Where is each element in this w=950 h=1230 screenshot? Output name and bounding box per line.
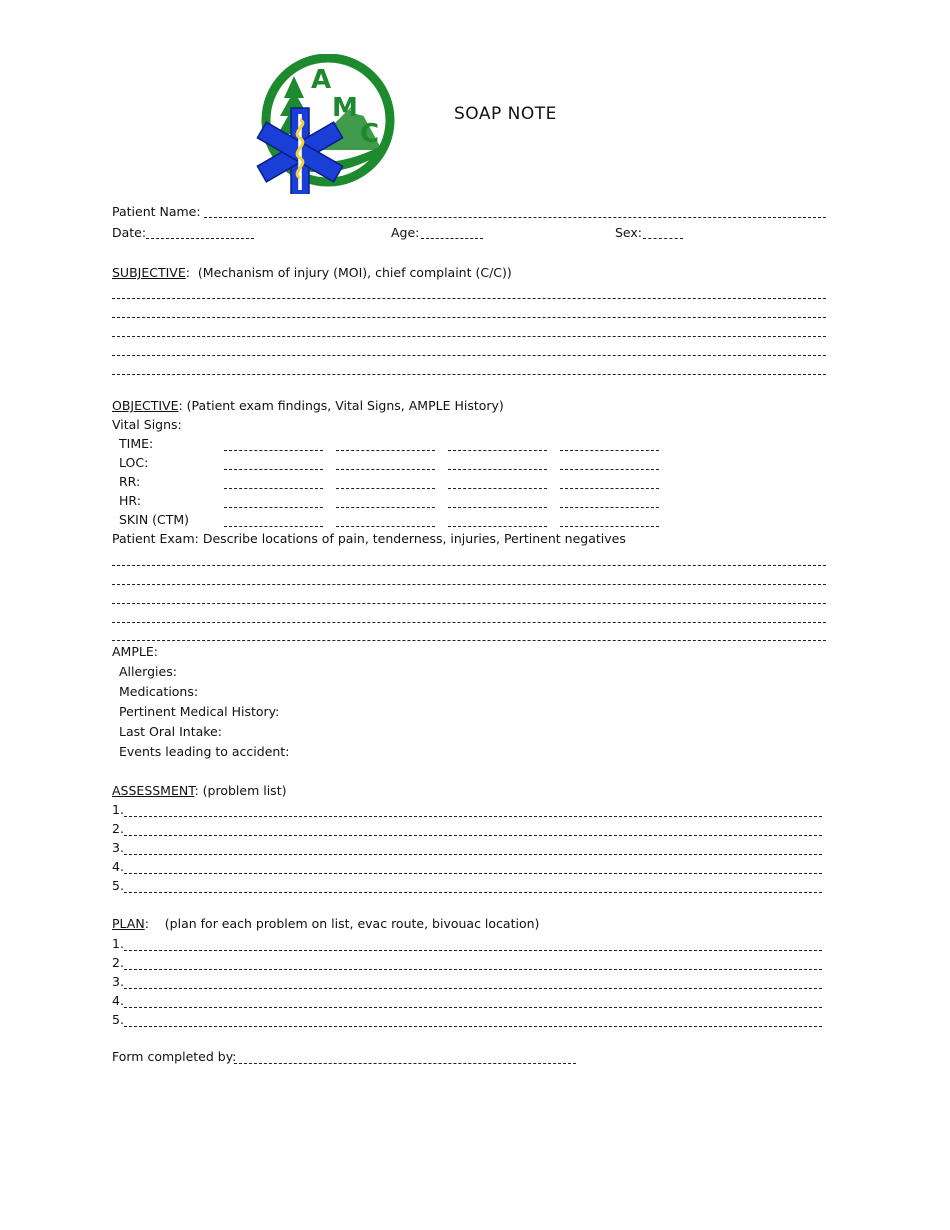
- patient-name-label: Patient Name:: [112, 204, 201, 219]
- sex-field[interactable]: [643, 238, 683, 239]
- patient-exam-line[interactable]: [112, 565, 826, 566]
- patient-name-field[interactable]: [204, 217, 826, 218]
- patient-exam-line[interactable]: [112, 640, 826, 641]
- plan-number: 5.: [112, 1012, 124, 1027]
- patient-exam-label: Patient Exam: Describe locations of pain, tenderness, injuries, Pertinent negatives: [112, 531, 626, 546]
- ample-events: Events leading to accident:: [119, 744, 290, 759]
- svg-text:C: C: [360, 119, 380, 149]
- subjective-line[interactable]: [112, 336, 826, 337]
- vital-loc-field[interactable]: [224, 469, 323, 470]
- vital-time-field[interactable]: [336, 450, 435, 451]
- plan-heading: PLAN: [112, 916, 145, 931]
- assessment-number: 1.: [112, 802, 124, 817]
- vital-rr-label: RR:: [119, 474, 141, 489]
- assessment-line[interactable]: [124, 835, 822, 836]
- ample-allergies: Allergies:: [119, 664, 177, 679]
- date-field[interactable]: [146, 238, 254, 239]
- assessment-number: 3.: [112, 840, 124, 855]
- date-label: Date:: [112, 225, 147, 240]
- vital-hr-field[interactable]: [224, 507, 323, 508]
- plan-number: 3.: [112, 974, 124, 989]
- vital-loc-field[interactable]: [448, 469, 547, 470]
- objective-heading: OBJECTIVE: [112, 398, 179, 413]
- subjective-line[interactable]: [112, 298, 826, 299]
- page-title: SOAP NOTE: [454, 104, 557, 124]
- patient-exam-line[interactable]: [112, 584, 826, 585]
- amc-logo: [256, 54, 396, 194]
- assessment-number: 5.: [112, 878, 124, 893]
- vital-hr-field[interactable]: [336, 507, 435, 508]
- plan-section-title: [112, 916, 539, 932]
- subjective-line[interactable]: [112, 355, 826, 356]
- vital-rr-field[interactable]: [336, 488, 435, 489]
- completed-by-label: Form completed by:: [112, 1049, 237, 1064]
- vital-time-field[interactable]: [224, 450, 323, 451]
- objective-section-title: [112, 398, 504, 414]
- ample-medications: Medications:: [119, 684, 199, 699]
- vital-hr-label: HR:: [119, 493, 141, 508]
- vital-hr-field[interactable]: [448, 507, 547, 508]
- vital-skin-field[interactable]: [224, 526, 323, 527]
- vital-time-label: TIME:: [119, 436, 154, 451]
- vital-hr-field[interactable]: [560, 507, 659, 508]
- assessment-line[interactable]: [124, 873, 822, 874]
- vital-loc-label: LOC:: [119, 455, 149, 470]
- vital-rr-field[interactable]: [224, 488, 323, 489]
- objective-note: : (Patient exam findings, Vital Signs, AMPLE History): [178, 398, 504, 413]
- subjective-section-title: [112, 265, 512, 281]
- plan-number: 2.: [112, 955, 124, 970]
- vital-loc-field[interactable]: [560, 469, 659, 470]
- vital-skin-field[interactable]: [336, 526, 435, 527]
- assessment-heading: ASSESSMENT: [112, 783, 195, 798]
- assessment-line[interactable]: [124, 854, 822, 855]
- svg-text:A: A: [311, 65, 332, 95]
- patient-exam-line[interactable]: [112, 603, 826, 604]
- vital-signs-label: Vital Signs:: [112, 417, 182, 432]
- vital-skin-field[interactable]: [560, 526, 659, 527]
- assessment-line[interactable]: [124, 816, 822, 817]
- ample-last-oral-intake: Last Oral Intake:: [119, 724, 222, 739]
- plan-line[interactable]: [124, 1007, 822, 1008]
- vital-rr-field[interactable]: [560, 488, 659, 489]
- assessment-number: 4.: [112, 859, 124, 874]
- patient-exam-line[interactable]: [112, 622, 826, 623]
- sex-label: Sex:: [615, 225, 643, 240]
- vital-rr-field[interactable]: [448, 488, 547, 489]
- ample-medical-history: Pertinent Medical History:: [119, 704, 280, 719]
- vital-time-field[interactable]: [448, 450, 547, 451]
- vital-time-field[interactable]: [560, 450, 659, 451]
- plan-number: 1.: [112, 936, 124, 951]
- plan-number: 4.: [112, 993, 124, 1008]
- subjective-note: : (Mechanism of injury (MOI), chief complaint (C/C)): [185, 265, 512, 280]
- assessment-number: 2.: [112, 821, 124, 836]
- completed-by-field[interactable]: [234, 1063, 576, 1064]
- plan-note: : (plan for each problem on list, evac route, bivouac location): [144, 916, 540, 931]
- assessment-note: : (problem list): [194, 783, 287, 798]
- svg-text:M: M: [332, 93, 358, 123]
- subjective-line[interactable]: [112, 317, 826, 318]
- vital-skin-field[interactable]: [448, 526, 547, 527]
- ample-label: AMPLE:: [112, 644, 158, 659]
- assessment-section-title: [112, 783, 286, 799]
- plan-line[interactable]: [124, 950, 822, 951]
- vital-skin-label: SKIN (CTM): [119, 512, 190, 527]
- subjective-line[interactable]: [112, 374, 826, 375]
- plan-line[interactable]: [124, 969, 822, 970]
- age-label: Age:: [391, 225, 420, 240]
- age-field[interactable]: [421, 238, 483, 239]
- plan-line[interactable]: [124, 988, 822, 989]
- subjective-heading: SUBJECTIVE: [112, 265, 186, 280]
- assessment-line[interactable]: [124, 892, 822, 893]
- plan-line[interactable]: [124, 1026, 822, 1027]
- vital-loc-field[interactable]: [336, 469, 435, 470]
